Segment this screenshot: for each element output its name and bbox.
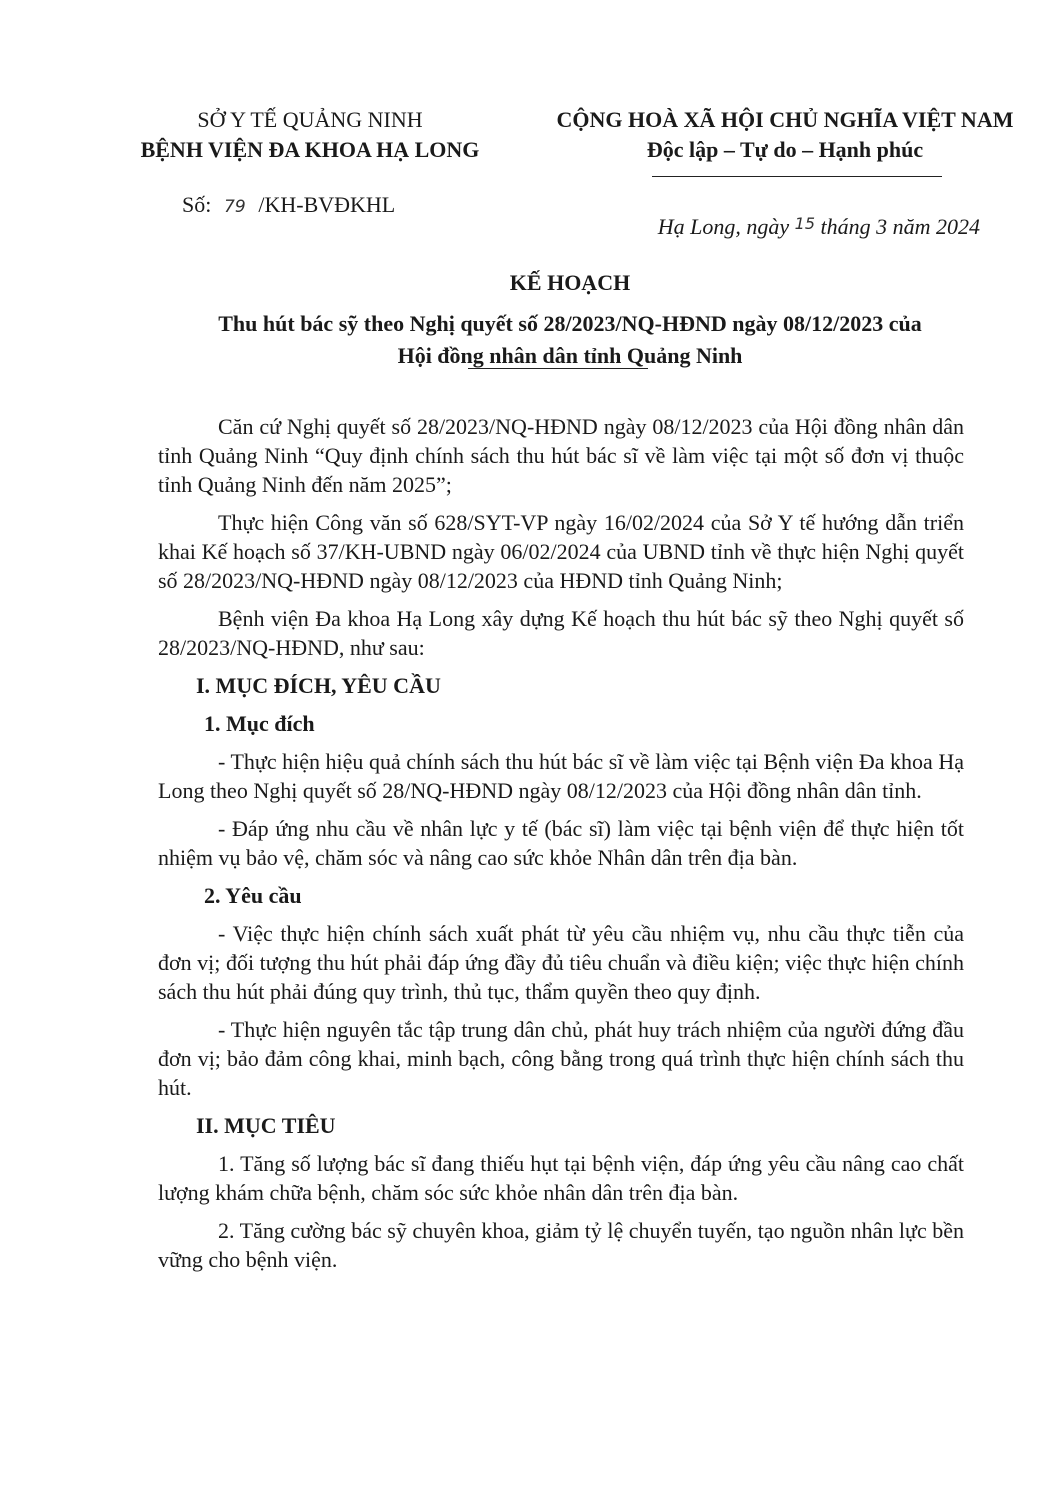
section-1-1-paragraph-2: - Đáp ứng nhu cầu về nhân lực y tế (bác sĩ) làm việc tại bệnh viện để thực hiện tốt nhiệm vụ bảo vệ, chăm sóc và nâng cao sức khỏe Nhân dân trên địa bàn. <box>158 816 964 870</box>
document-subtitle <box>100 308 1040 372</box>
section-1-heading: I. MỤC ĐÍCH, YÊU CẦU <box>196 673 441 698</box>
subtitle-line-1: Thu hút bác sỹ theo Nghị quyết số 28/2023/NQ-HĐND ngày 08/12/2023 của <box>218 311 922 336</box>
motto: Độc lập – Tự do – Hạnh phúc <box>646 137 924 162</box>
doc-number-suffix: /KH-BVĐKHL <box>258 192 396 217</box>
document-title: KẾ HOẠCH <box>509 270 631 295</box>
section-1-1-paragraph-1: - Thực hiện hiệu quả chính sách thu hút bác sĩ về làm việc tại Bệnh viện Đa khoa Hạ Long theo Nghị quyết số 28/NQ-HĐND ngày 08/12/2023 của Hội đồng nhân dân tỉnh. <box>158 749 964 803</box>
parent-agency: SỞ Y TẾ QUẢNG NINH <box>197 107 423 132</box>
motto-underline <box>652 176 942 177</box>
section-2-paragraph-2: 2. Tăng cường bác sỹ chuyên khoa, giảm tỷ lệ chuyển tuyến, tạo nguồn nhân lực bền vững cho bệnh viện. <box>158 1218 964 1272</box>
document-number <box>182 190 395 222</box>
issuing-hospital: BỆNH VIỆN ĐA KHOA HẠ LONG <box>140 137 480 162</box>
section-1-1-heading: 1. Mục đích <box>204 711 315 736</box>
doc-number-prefix: Số: <box>182 192 212 217</box>
national-motto <box>520 105 1050 165</box>
section-2-paragraph-1: 1. Tăng số lượng bác sĩ đang thiếu hụt tại bệnh viện, đáp ứng yêu cầu nâng cao chất lượng khám chữa bệnh, chăm sóc sức khỏe nhân dân trên địa bàn. <box>158 1151 964 1205</box>
doc-number-handwritten: 79 <box>224 197 246 217</box>
section-1-2-paragraph-1: - Việc thực hiện chính sách xuất phát từ yêu cầu nhiệm vụ, nhu cầu thực tiễn của đơn vị; đối tượng thu hút phải đáp ứng đầy đủ tiêu chuẩn và điều kiện; việc thực hiện chính sách thu hút phải đúng quy trình, thủ tục, thẩm quyền theo quy định. <box>158 921 964 1004</box>
paragraph-intro: Bệnh viện Đa khoa Hạ Long xây dựng Kế hoạch thu hút bác sỹ theo Nghị quyết số 28/2023/NQ-HĐND, như sau: <box>158 606 964 660</box>
date-suffix: tháng 3 năm 2024 <box>820 214 980 239</box>
date-prefix: Hạ Long, ngày <box>657 214 790 239</box>
nation-name: CỘNG HOÀ XÃ HỘI CHỦ NGHĨA VIỆT NAM <box>556 107 1014 132</box>
date-day-handwritten: 15 <box>794 214 815 233</box>
paragraph-legal-basis-2: Thực hiện Công văn số 628/SYT-VP ngày 16/02/2024 của Sở Y tế hướng dẫn triển khai Kế hoạch số 37/KH-UBND ngày 06/02/2024 của UBND tỉnh về thực hiện Nghị quyết số 28/2023/NQ-HĐND ngày 08/12/2023 của HĐND tỉnh Quảng Ninh; <box>158 510 964 593</box>
paragraph-legal-basis-1: Căn cứ Nghị quyết số 28/2023/NQ-HĐND ngày 08/12/2023 của Hội đồng nhân dân tỉnh Quảng Ninh “Quy định chính sách thu hút bác sĩ về làm việc tại một số đơn vị thuộc tỉnh Quảng Ninh đến năm 2025”; <box>158 414 964 497</box>
section-1-2-paragraph-2: - Thực hiện nguyên tắc tập trung dân chủ, phát huy trách nhiệm của người đứng đầu đơn vị; bảo đảm công khai, minh bạch, công bằng trong quá trình thực hiện chính sách thu hút. <box>158 1017 964 1100</box>
subtitle-underline <box>468 368 648 369</box>
issuing-organization <box>110 105 510 165</box>
section-1-2-heading: 2. Yêu cầu <box>204 883 302 908</box>
date-line <box>560 212 980 244</box>
subtitle-line-2: Hội đồng nhân dân tỉnh Quảng Ninh <box>397 343 743 368</box>
document-body <box>158 412 964 1283</box>
section-2-heading: II. MỤC TIÊU <box>196 1113 336 1138</box>
